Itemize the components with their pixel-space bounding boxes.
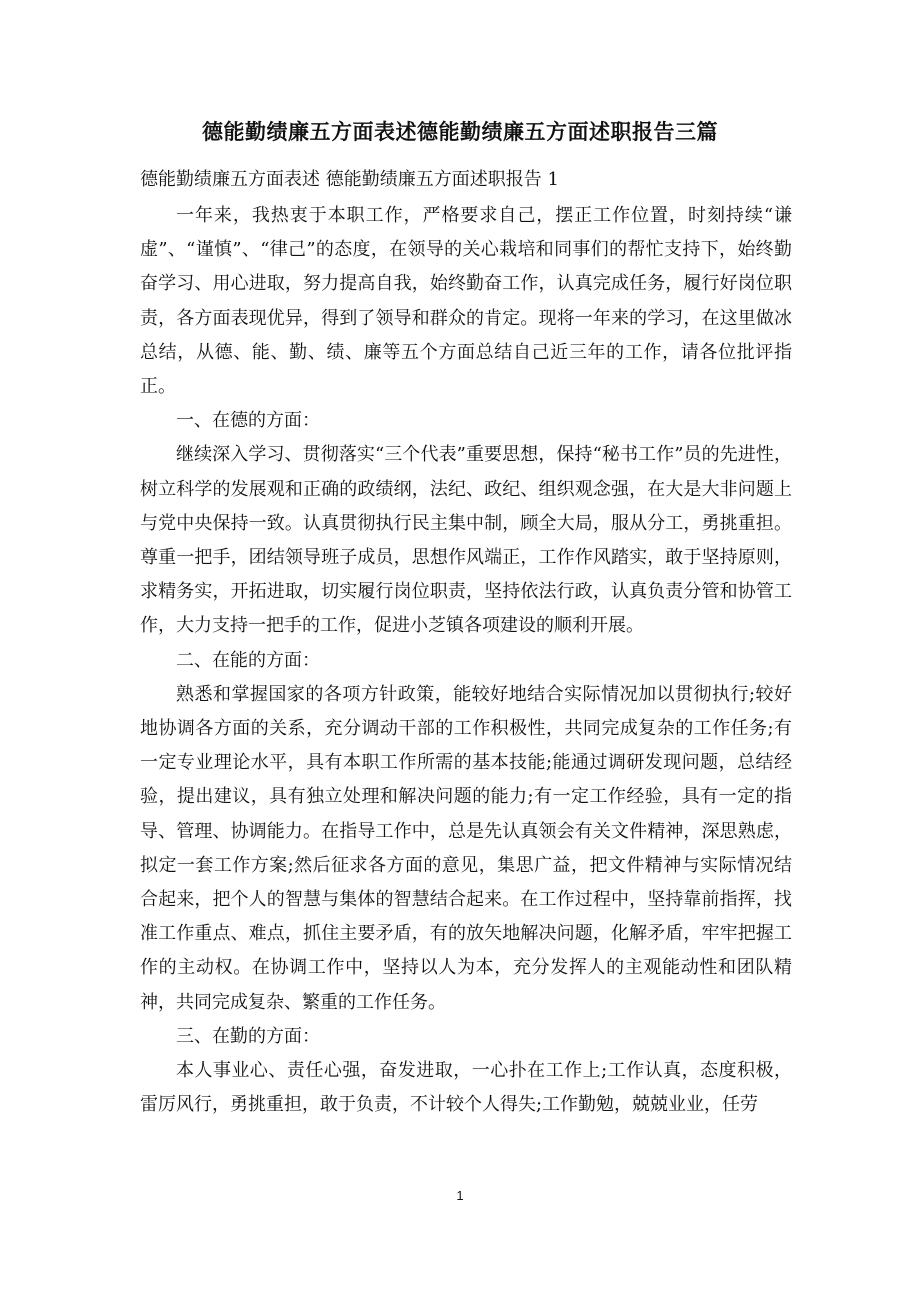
section-heading-neng: 二、在能的方面： — [176, 649, 320, 671]
document-subtitle: 德能勤绩廉五方面表述 德能勤绩廉五方面述职报告 1 — [140, 169, 559, 190]
document-title: 德能勤绩廉五方面表述德能勤绩廉五方面述职报告三篇 — [202, 119, 718, 144]
paragraph-intro: 一年来，我热衷于本职工作，严格要求自己，摆正工作位置，时刻持续“谦虚”、“谨慎”、“律己”的态度，在领导的关心栽培和同事们的帮忙支持下，始终勤奋学习、用心进取，努力提高自我，始终勤奋工作，认真完成任务，履行好岗位职责，各方面表现优异，得到了领导和群众的肯定。现将一年来的学习，在这里做冰总结，从德、能、勤、绩、廉等五个方面总结自己近三年的工作，请各位批评指正。 — [140, 205, 792, 398]
section-heading-de: 一、在德的方面： — [176, 410, 320, 432]
page-number: 1 — [456, 1188, 464, 1203]
section-heading-qin: 三、在勤的方面： — [176, 1025, 320, 1047]
document-body — [140, 199, 792, 1122]
paragraph-neng: 熟悉和掌握国家的各项方针政策，能较好地结合实际情况加以贯彻执行;较好地协调各方面的关系，充分调动干部的工作积极性，共同完成复杂的工作任务;有一定专业理论水平，具有本职工作所需的基本技能;能通过调研发现问题，总结经验，提出建议，具有独立处理和解决问题的能力;有一定工作经验，具有一定的指导、管理、协调能力。在指导工作中，总是先认真领会有关文件精神，深思熟虑，拟定一套工作方案;然后征求各方面的意见，集思广益，把文件精神与实际情况结合起来，把个人的智慧与集体的智慧结合起来。在工作过程中，坚持靠前指挥，找准工作重点、难点，抓住主要矛盾，有的放矢地解决问题，化解矛盾，牢牢把握工作的主动权。在协调工作中，坚持以人为本，充分发挥人的主观能动性和团队精神，共同完成复杂、繁重的工作任务。 — [140, 683, 792, 1013]
paragraph-de: 继续深入学习、贯彻落实“三个代表”重要思想，保持“秘书工作”员的先进性，树立科学的发展观和正确的政绩纲，法纪、政纪、组织观念强，在大是大非问题上与党中央保持一致。认真贯彻执行民主集中制，顾全大局，服从分工，勇挑重担。尊重一把手，团结领导班子成员，思想作风端正，工作作风踏实，敢于坚持原则，求精务实，开拓进取，切实履行岗位职责，坚持依法行政，认真负责分管和协管工作，大力支持一把手的工作，促进小芝镇各项建设的顺利开展。 — [140, 444, 792, 637]
paragraph-qin: 本人事业心、责任心强，奋发进取，一心扑在工作上;工作认真，态度积极，雷厉风行，勇挑重担，敢于负责，不计较个人得失;工作勤勉，兢兢业业，任劳 — [140, 1060, 792, 1116]
